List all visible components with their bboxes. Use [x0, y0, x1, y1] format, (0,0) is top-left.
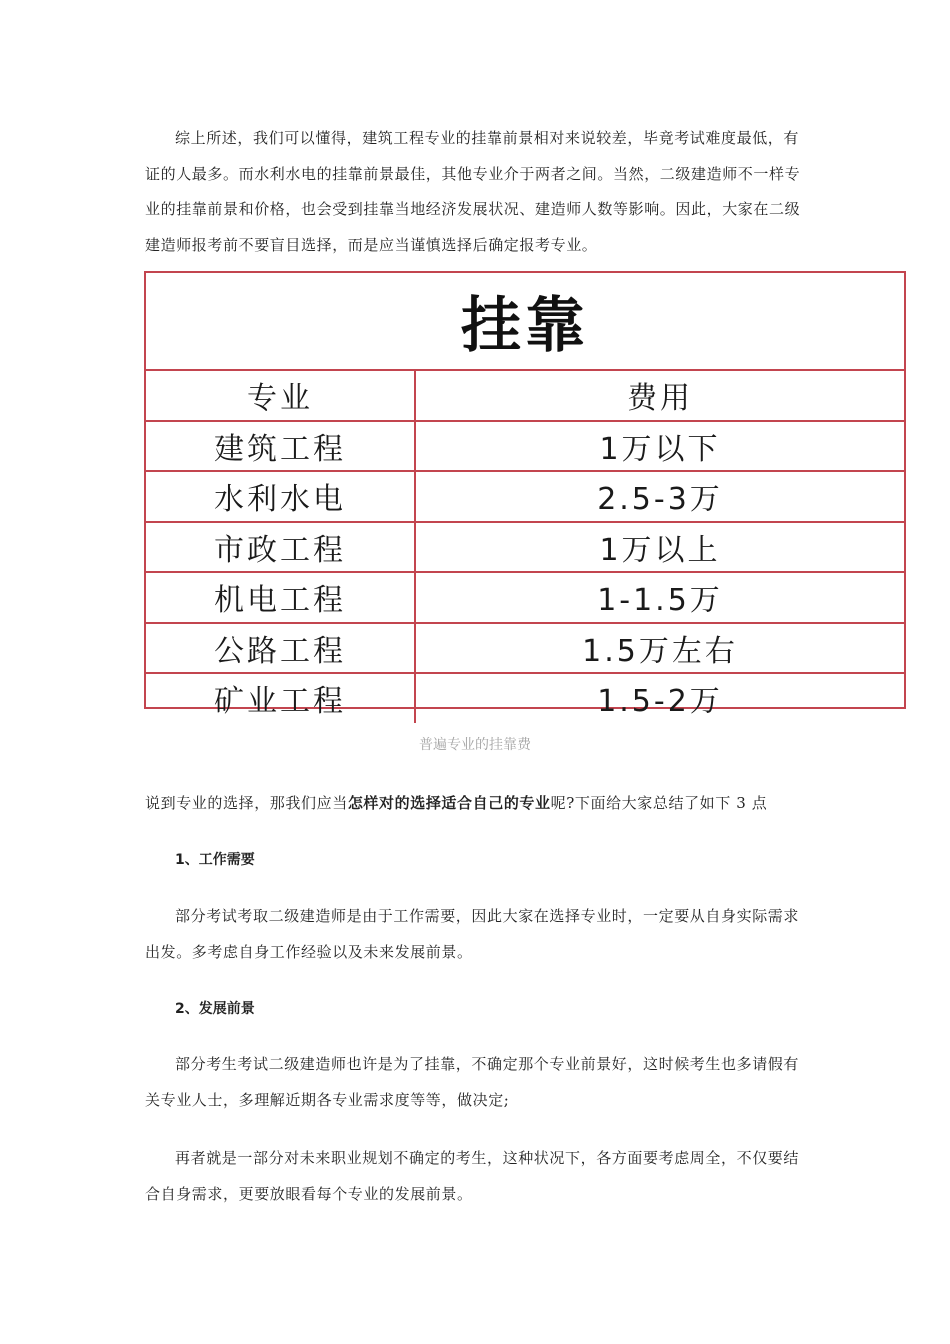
fee-table-cost-cell: 1万以下: [599, 431, 721, 467]
question-text-before: 说到专业的选择，那我们应当: [145, 794, 348, 812]
fee-table-major-cell: 机电工程: [146, 573, 416, 622]
image-caption: 普遍专业的挂靠费: [419, 737, 531, 753]
fee-table-row: [146, 422, 904, 473]
section-heading-prospects: 2、发展前景: [175, 1001, 255, 1017]
section-paragraph: 部分考试考取二级建造师是由于工作需要，因此大家在选择专业时，一定要从自身实际需求出发。多考虑自身工作经验以及未来发展前景。: [145, 907, 800, 961]
fee-table-row: [146, 624, 904, 675]
fee-table-row: [146, 573, 904, 624]
fee-table-major-cell: 矿业工程: [146, 674, 416, 723]
fee-table-image: [144, 271, 906, 720]
fee-table-header-major: 专业: [146, 371, 416, 420]
intro-paragraph: 综上所述，我们可以懂得，建筑工程专业的挂靠前景相对来说较差，毕竟考试难度最低，有证的人最多。而水利水电的挂靠前景最佳，其他专业介于两者之间。当然，二级建造师不一样专业的挂靠前景和价格，也会受到挂靠当地经济发展状况、建造师人数等影响。因此，大家在二级建造师报考前不要盲目选择，而是应当谨慎选择后确定报考专业。: [145, 129, 801, 254]
question-text-after: 呢?下面给大家总结了如下 3 点: [550, 794, 768, 812]
question-paragraph: [145, 786, 810, 822]
section-heading-work-needs: 1、工作需要: [175, 852, 255, 868]
fee-table-cost-cell: 1万以上: [599, 532, 721, 568]
fee-table-row: [146, 523, 904, 574]
section-paragraph: 部分考生考试二级建造师也许是为了挂靠，不确定那个专业前景好，这时候考生也多请假有关专业人士，多理解近期各专业需求度等等，做决定;: [145, 1055, 800, 1109]
fee-table-row: [146, 674, 904, 723]
fee-table-cost-cell: 2.5-3万: [597, 482, 723, 518]
fee-table-major-cell: 建筑工程: [146, 422, 416, 471]
fee-table-major-cell: 市政工程: [146, 523, 416, 572]
fee-table-cost-cell: 1.5-2万: [597, 684, 723, 720]
fee-table-header-row: [146, 371, 904, 422]
section-paragraph: 再者就是一部分对未来职业规划不确定的考生，这种状况下，各方面要考虑周全，不仅要结合自身需求，更要放眼看每个专业的发展前景。: [145, 1149, 800, 1203]
fee-table-cost-cell: 1.5万左右: [582, 633, 738, 669]
fee-table-major-cell: 公路工程: [146, 624, 416, 673]
fee-table-header-cost: 费用: [627, 381, 693, 417]
fee-table-major-cell: 水利水电: [146, 472, 416, 521]
fee-table-title: 挂靠: [146, 273, 904, 371]
fee-table-cost-cell: 1-1.5万: [597, 583, 723, 619]
fee-table-row: [146, 472, 904, 523]
question-text-bold: 怎样对的选择适合自己的专业: [347, 794, 551, 812]
